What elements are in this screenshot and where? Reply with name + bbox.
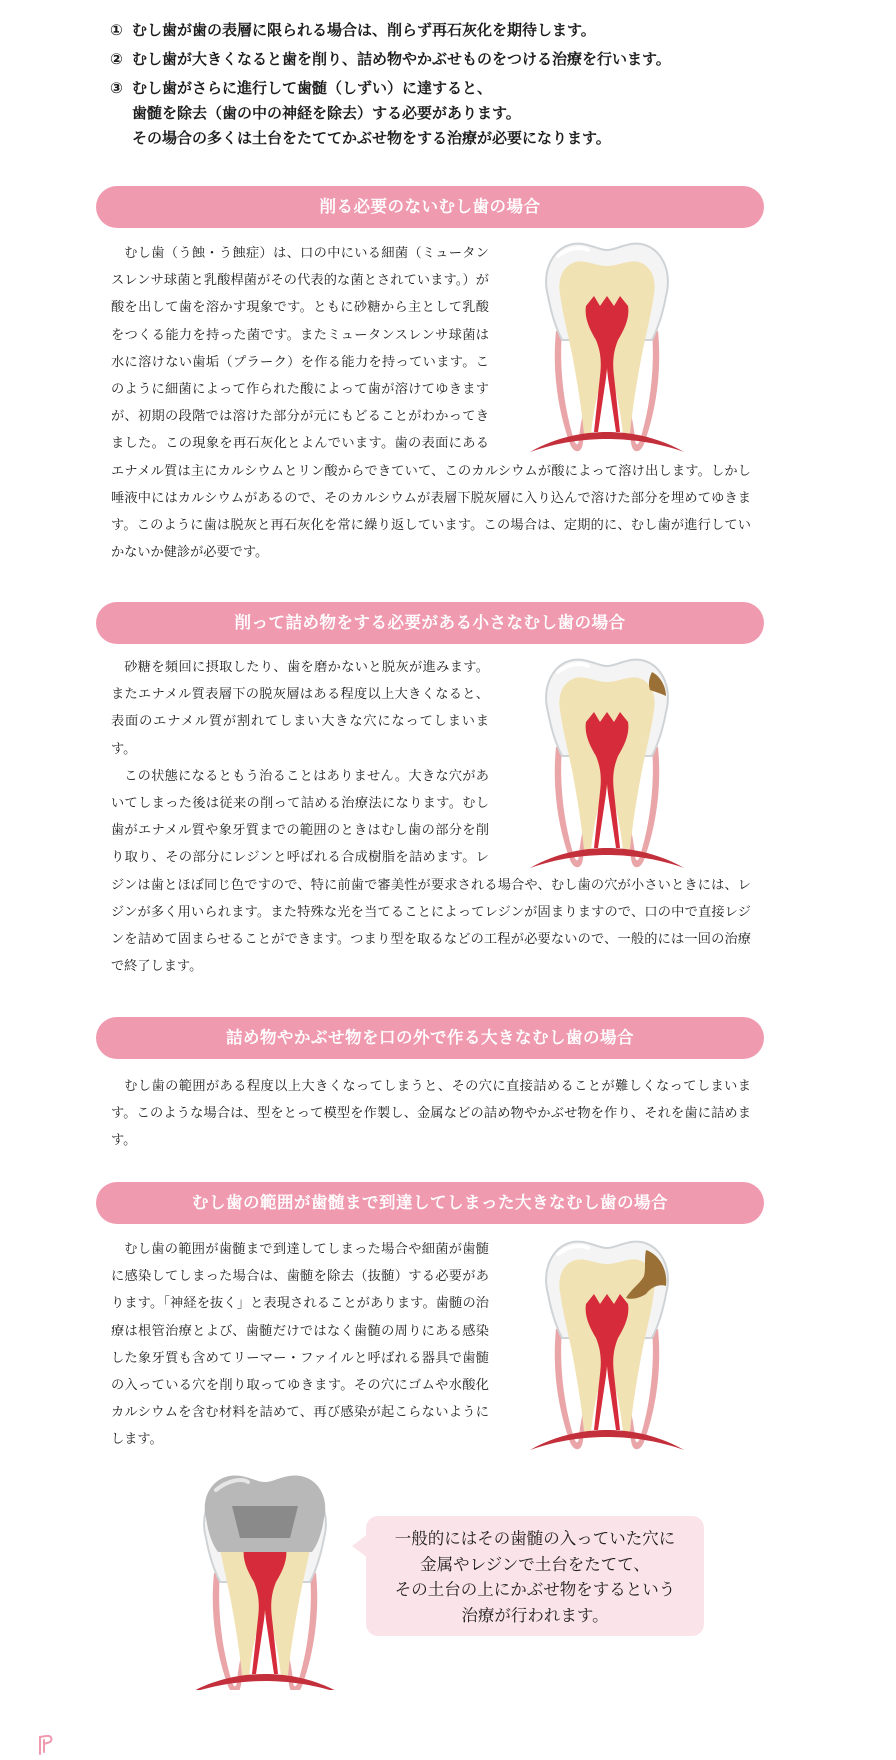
- pulp-cavity-tooth-illustration: [528, 1234, 688, 1454]
- intro-num-2: ②: [110, 50, 123, 68]
- corner-logo-mark: [36, 1734, 56, 1756]
- intro-item-1: [110, 18, 830, 43]
- intro-text-3: むし歯がさらに進行して歯髄（しずい）に達すると、 歯髄を除去（歯の中の神経を除去）する必要があります。 その場合の多くは土台をたててかぶせ物をする治療が必要になります。: [132, 79, 611, 147]
- bubble-line-1: 一般的にはその歯髄の入っていた穴に: [394, 1529, 676, 1548]
- crown-tooth-illustration: [186, 1470, 346, 1690]
- intro-text-1: むし歯が歯の表層に限られる場合は、削らず再石灰化を期待します。: [132, 21, 596, 39]
- section-3-paragraph-1: むし歯の範囲がある程度以上大きくなってしまうと、その穴に直接詰めることが難しくなってしまいます。このような場合は、型をとって模型を作製し、金属などの詰め物やかぶせ物を作り、それを歯に詰めます。: [111, 1079, 751, 1149]
- intro-text-2: むし歯が大きくなると歯を削り、詰め物やかぶせものをつける治療を行います。: [132, 50, 671, 68]
- bubble-line-2: 金属やレジンで土台をたてて、: [420, 1554, 650, 1574]
- speech-bubble: [366, 1516, 704, 1636]
- bubble-line-4: 治療が行われます。: [461, 1605, 609, 1625]
- intro-item-2: [110, 47, 830, 72]
- section-2-title: 削って詰め物をする必要がある小さなむし歯の場合: [96, 602, 764, 644]
- section-3-title: 詰め物やかぶせ物を口の外で作る大きなむし歯の場合: [96, 1017, 764, 1059]
- intro-num-1: ①: [110, 21, 123, 39]
- intro-item-3: [110, 76, 830, 151]
- section-4-title: むし歯の範囲が歯髄まで到達してしまった大きなむし歯の場合: [96, 1182, 764, 1224]
- section-3-body: [111, 1073, 751, 1155]
- section-4-paragraph-1: むし歯の範囲が歯髄まで到達してしまった場合や細菌が歯髄に感染してしまった場合は、歯髄を除去（抜髄）する必要があります。「神経を抜く」と表現されることがあります。歯髄の治療は根管治療とよび、歯髄だけではなく歯髄の周りにある感染した象牙質も含めてリーマー・ファイルと呼ばれる器具で歯髄の入っている穴を削り取ってゆきます。その穴にゴムや水酸化カルシウムを含む材料を詰めて、再び感染が起こらないようにします。: [111, 1242, 489, 1448]
- section-2-paragraph-1: 砂糖を頻回に摂取したり、歯を磨かないと脱灰が進みます。またエナメル質表層下の脱灰層はある程度以上大きくなると、表面のエナメル質が割れてしまい大きな穴になってしまいます。: [111, 660, 489, 757]
- section-2-paragraph-2: この状態になるともう治ることはありません。大きな穴があいてしまった後は従来の削って詰める治療法になります。むし歯がエナメル質や象牙質までの範囲のときはむし歯の部分を削り取り、その部分にレジンと呼ばれる合成樹脂を詰めます。レジンは歯とほぼ同じ色ですので、特に前歯で審美性が要求される場合や、むし歯の穴が小さいときには、レジンが多く用いられます。また特殊な光を当てることによってレジンが固まりますので、口の中で直接レジンを詰めて固まらせることができます。つまり型を取るなどの工程が必要ないので、一般的には一回の治療で終了します。: [111, 768, 751, 975]
- bubble-line-3: その土台の上にかぶせ物をするという: [394, 1580, 676, 1599]
- intro-list: [110, 18, 830, 155]
- small-cavity-tooth-illustration: [528, 652, 688, 872]
- core-post: [232, 1506, 298, 1538]
- healthy-tooth-illustration: [528, 236, 688, 456]
- section-1-paragraph-1: むし歯（う蝕・う蝕症）は、口の中にいる細菌（ミュータンスレンサ球菌と乳酸桿菌がその代表的な菌とされています。）が酸を出して歯を溶かす現象です。ともに砂糖から主として乳酸をつくる能力を持った菌です。またミュータンスレンサ球菌は水に溶けない歯垢（プラーク）を作る能力を持っています。このように細菌によって作られた酸によって歯が溶けてゆきますが、初期の段階では溶けた部分が元にもどることがわかってきました。この現象を再石灰化とよんでいます。歯の表面にあるエナメル質は主にカルシウムとリン酸からできていて、このカルシウムが酸によって溶け出します。しかし唾液中にはカルシウムがあるので、そのカルシウムが表層下脱灰層に入り込んで溶けた部分を埋めてゆきます。このように歯は脱灰と再石灰化を常に繰り返しています。この場合は、定期的に、むし歯が進行していかないか健診が必要です。: [111, 246, 751, 561]
- section-1-title: 削る必要のないむし歯の場合: [96, 186, 764, 228]
- intro-num-3: ③: [110, 79, 123, 97]
